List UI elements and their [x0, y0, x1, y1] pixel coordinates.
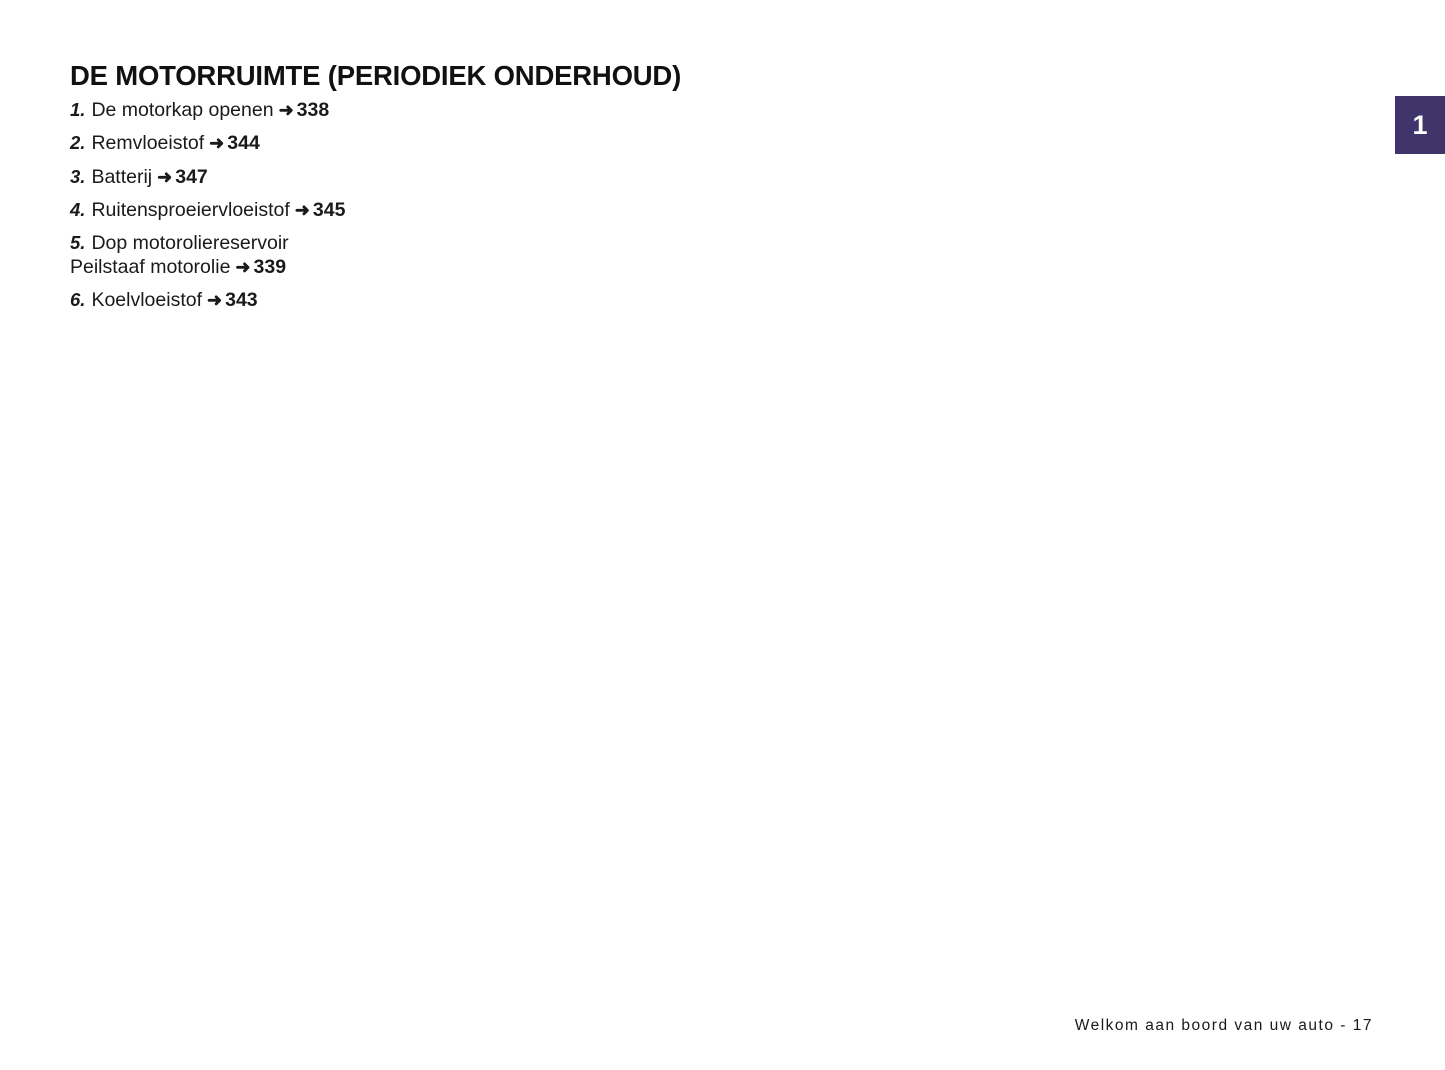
chapter-tab-number: 1	[1412, 109, 1428, 140]
chapter-tab	[1395, 96, 1445, 154]
arrow-icon: ➜	[235, 257, 251, 278]
list-item-number: 1.	[70, 99, 86, 120]
list-item-label-continued: Peilstaaf motorolie	[70, 256, 231, 279]
list-item-page: 345	[312, 198, 346, 221]
list-item	[70, 100, 770, 122]
list-item-second-line	[70, 257, 770, 279]
list-item	[70, 133, 770, 155]
list-item	[70, 200, 770, 222]
arrow-icon: ➜	[278, 100, 294, 120]
list-item-page: 344	[227, 132, 260, 155]
arrow-icon: ➜	[157, 166, 173, 187]
list-item-label: Batterij	[91, 165, 153, 188]
maintenance-item-list	[70, 100, 770, 324]
list-item	[70, 290, 770, 312]
list-item-label: Dop motoroliereservoir	[91, 232, 289, 255]
list-item	[70, 233, 770, 279]
arrow-icon: ➜	[207, 290, 223, 311]
list-item-label: Ruitensproeiervloeistof	[91, 198, 290, 221]
list-item-number: 5.	[70, 232, 86, 254]
list-item-number: 4.	[70, 198, 86, 220]
list-item-label: Koelvloeistof	[91, 289, 203, 312]
list-item-number: 3.	[70, 165, 86, 187]
list-item-number: 6.	[70, 289, 86, 311]
list-item-page: 339	[253, 256, 287, 279]
list-item-number: 2.	[70, 132, 86, 154]
list-item-page: 347	[175, 165, 208, 188]
arrow-icon: ➜	[294, 199, 310, 220]
arrow-icon: ➜	[209, 133, 225, 154]
list-item-page: 343	[225, 289, 258, 312]
page-footer: Welkom aan boord van uw auto - 17	[1074, 1017, 1373, 1034]
list-item	[70, 167, 770, 189]
list-item-label: De motorkap openen	[91, 99, 274, 121]
list-item-label: Remvloeistof	[91, 132, 205, 155]
page-title: DE MOTORRUIMTE (PERIODIEK ONDERHOUD)	[70, 60, 682, 92]
list-item-page: 338	[296, 99, 330, 121]
